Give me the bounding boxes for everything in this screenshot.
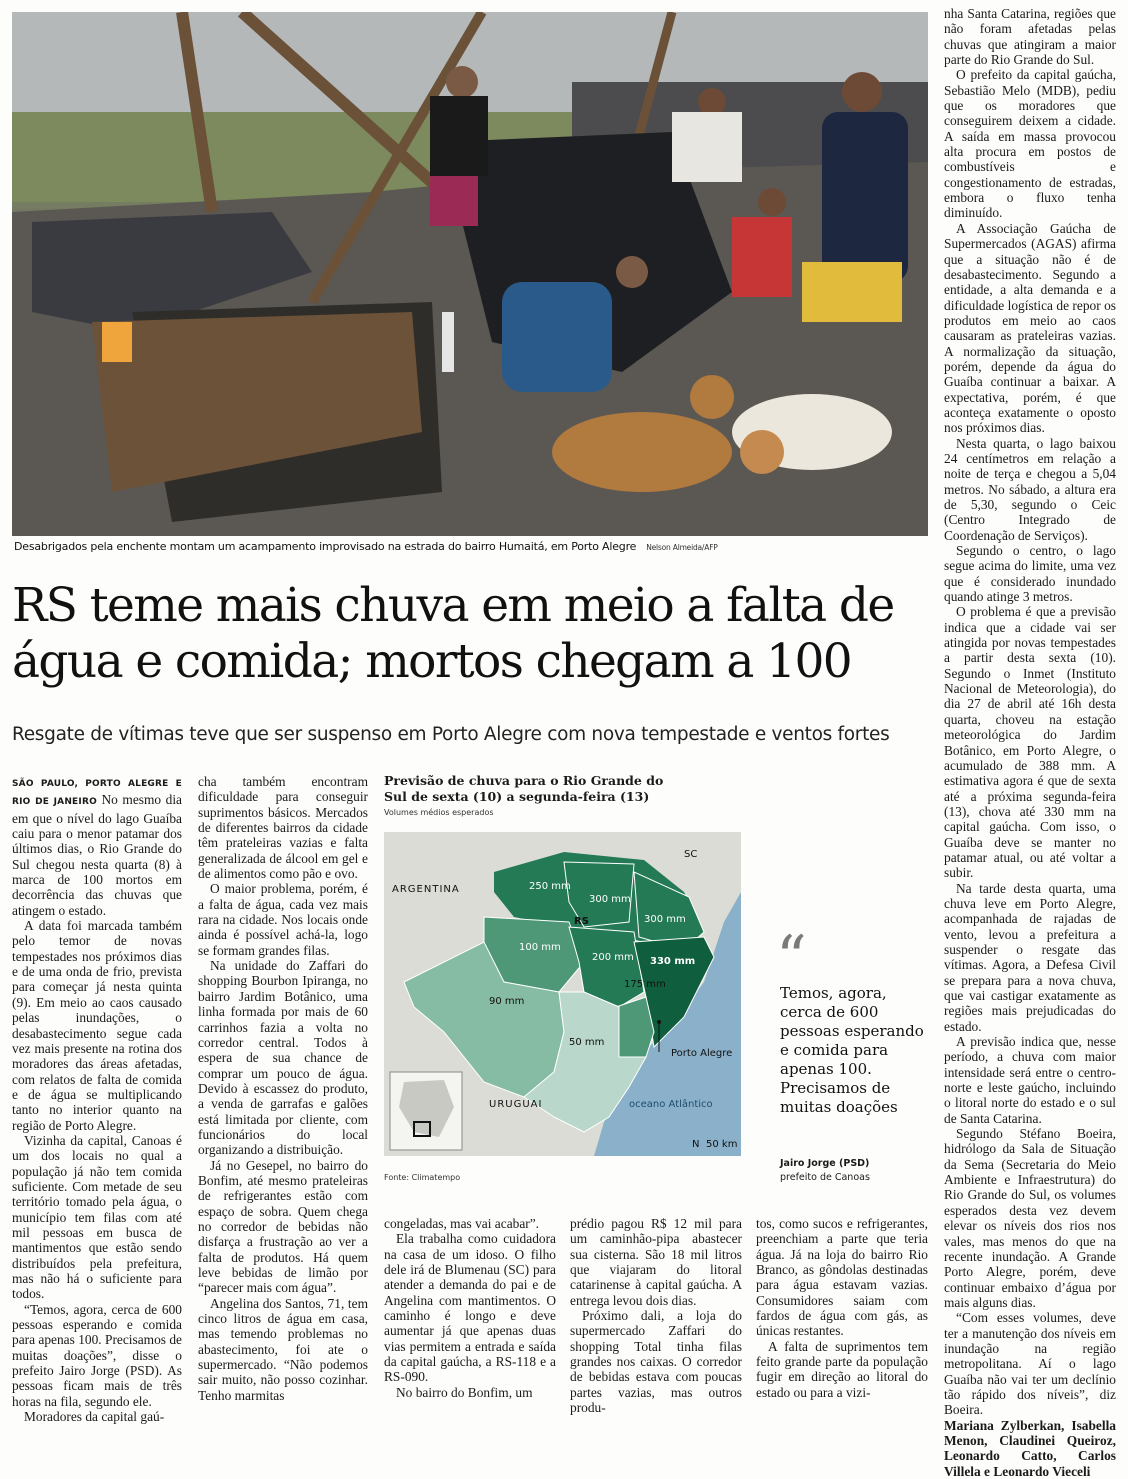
photo-illustration xyxy=(12,12,928,536)
news-photo xyxy=(12,12,928,536)
label-argentina: ARGENTINA xyxy=(392,884,460,895)
rain-forecast-map xyxy=(384,832,741,1156)
article-paragraph: Nesta quarta, o lago baixou 24 centímetros em relação a noite de terça e chegou a 5,04 metros. No sábado, a altura era de 5,30, segundo o Ceic (Centro Integrado de Coordenação de Serviços). xyxy=(944,435,1116,543)
map-source: Fonte: Climatempo xyxy=(384,1173,461,1182)
article-paragraph: A previsão indica que, nesse período, a chuva com maior intensidade será entre o centro-norte e leste gaúcho, incluindo o litoral norte do estado e o sul de Santa Catarina. xyxy=(944,1034,1116,1126)
article-paragraph: Segundo Stéfano Boeira, hidrólogo da Sala de Situação da Sema (Secretaria do Meio Ambiente e Infraestrutura) do Rio Grande do Sul, os volumes esperados desta vez devem elevar os níveis dos rios nos vales, mas menos do que na recente inundação. A Grande Porto Alegre, porém, deve continuar embaixo d’água por mais alguns dias. xyxy=(944,1126,1116,1310)
article-paragraph: Na tarde desta quarta, uma chuva leve em Porto Alegre, acompanhada de rajadas de vento, levou a prefeitura a suspender o resgate das vítimas. Agora, a Defesa Civil se prepara para a nova chuva, que vai castigar exatamente as regiões mais prejudicadas do estado. xyxy=(944,880,1116,1034)
quote-author-role: prefeito de Canoas xyxy=(780,1172,870,1183)
article-paragraph xyxy=(12,774,182,918)
article-paragraph: A Associação Gaúcha de Supermercados (AGAS) afirma que a situação não é de desabastecimento. Segundo a entidade, a alta demanda e a dificuldade logística de repor os produtos em meio ao caos causaram as prateleiras vazias. A normalização da situação, porém, depende da água do Guaíba continuar a baixar. A expectativa, porém, é que aconteça exatamente o oposto nos próximos dias. xyxy=(944,220,1116,436)
article-column-3 xyxy=(384,1216,556,1400)
label-sc: SC xyxy=(684,849,698,860)
article-paragraph: Angelina dos Santos, 71, tem cinco litros de água em casa, mas temendo problemas no abastecimento, foi ate o supermercado. “Não podemos sair muito, não posso cozinhar. Tenho marmitas xyxy=(198,1295,368,1403)
article-column-1 xyxy=(12,774,182,1424)
map-title: Previsão de chuva para o Rio Grande do Sul de sexta (10) a segunda-feira (13) xyxy=(384,773,664,804)
zone-label: 100 mm xyxy=(519,942,561,953)
zone-label: 90 mm xyxy=(489,996,525,1007)
article-column-5 xyxy=(756,1216,928,1400)
zone-label: 300 mm xyxy=(644,914,686,925)
caption-text: Desabrigados pela enchente montam um acampamento improvisado na estrada do bairro Humaitá, em Porto Alegre xyxy=(14,540,637,553)
scale-bar: 50 km xyxy=(706,1139,738,1150)
photo-caption xyxy=(14,540,928,553)
map-subtitle: Volumes médios esperados xyxy=(384,808,494,817)
article-paragraph: Moradores da capital gaú- xyxy=(24,1409,165,1425)
article-paragraph: “Temos, agora, cerca de 600 pessoas esperando e comida para apenas 100. Precisamos de muitas doações”, disse o prefeito Jairo Jorge (PSD). As pessoas ficam mais de três horas na fila, segundo ele. xyxy=(12,1301,182,1409)
dateline: SÃO PAULO, PORTO ALEGRE E RIO DE JANEIRO xyxy=(12,779,182,808)
zone-label: 300 mm xyxy=(589,894,631,905)
map-graphic xyxy=(384,832,741,1156)
article-paragraph: O problema é que a previsão indica que a cidade vai ser atingida por novas tempestades a partir desta sexta (10). Segundo o Inmet (Instituto Nacional de Meteorologia), do dia 27 de abril até 16h desta quarta, choveu na estação meteorológica do Jardim Botânico, em Porto Alegre, o acumulado de 388 mm. A estimativa agora é que de sexta até a próxima segunda-feira (13), chova até 330 mm na capital gaúcha. Com isso, o Guaíba deve se manter no patamar atual, ou até voltar a subir. xyxy=(944,604,1116,881)
label-ocean: oceano Atlântico xyxy=(629,1099,713,1110)
headline-line-1: RS teme mais chuva em meio a falta de xyxy=(12,578,894,633)
article-paragraph: Ela trabalha como cuidadora na casa de um idoso. O filho dele irá de Blumenau (SC) para atender a demanda do pai e de Angelina com mantimentos. O caminho é longo e deve aumentar já que apenas duas vias permitem a entrada e saída da capital gaúcha, a RS-118 e a RS-090. xyxy=(384,1231,556,1385)
north-arrow: N xyxy=(692,1139,700,1150)
paragraph-text: No mesmo dia em que o nível do lago Guaíba caiu para o menor patamar dos últimos dias, o Rio Grande do Sul chegou nesta quarta (8) à marca de 100 mortos em decorrência das chuvas que atingem o estado. xyxy=(12,792,183,918)
headline-line-2: água e comida; mortos chegam a 100 xyxy=(12,634,852,689)
article-paragraph: Vizinha da capital, Canoas é um dos locais no qual a população já não tem comida suficiente. Com metade de seu território tomado pela água, o município tem filas com até mil pessoas em busca de mantimentos que estão sendo distribuídos pela prefeitura, mas não há o suficiente para todos. xyxy=(12,1132,182,1302)
zone-175 xyxy=(616,997,654,1057)
article-column-right xyxy=(944,6,1116,1479)
photo-credit: Nelson Almeida/AFP xyxy=(646,543,718,552)
article-paragraph: O prefeito da capital gaúcha, Sebastião Melo (MDB), pediu que os moradores que conseguirem deixem a cidade. A saída em massa provocou alta procura em postos de combustíveis e congestionamento de estradas, embora o fluxo tenha diminuído. xyxy=(944,67,1116,221)
article-paragraph: No bairro do Bonfim, um xyxy=(396,1384,533,1400)
subheadline: Resgate de vítimas teve que ser suspenso em Porto Alegre com nova tempestade e ventos fortes xyxy=(12,724,890,745)
quote-author: Jairo Jorge (PSD) xyxy=(780,1158,870,1169)
article-paragraph: A data foi marcada também pelo temor de novas tempestades nos próximos dias e de uma onda de frio, prevista para começar já nesta quinta (9). Em meio ao caos causado pelas inundações, o desabastecimento segue cada vez mais presente na rotina dos moradores das áreas afetadas, com relatos de falta de comida e de água se multiplicando tanto no interior quanto na região de Porto Alegre. xyxy=(12,918,182,1133)
article-paragraph: tos, como sucos e refrigerantes, preenchiam a parte que teria água. Já na loja do bairro Rio Branco, as gôndolas destinadas para água estavam vazias. Consumidores saiam com fardos de água com gás, as únicas restantes. xyxy=(756,1216,928,1339)
article-paragraph: Já no Gesepel, no bairro do Bonfim, até mesmo prateleiras de refrigerantes estão com espaço de sobra. Quem chega no corredor de bebidas não disfarça a frustração ao ver a falta de produtos. Há quem leve bebidas de limão por “parecer mais com água”. xyxy=(198,1157,368,1296)
article-paragraph: Na unidade do Zaffari do shopping Bourbon Ipiranga, no bairro Jardim Botânico, uma linha formada por mais de 60 carrinhos fazia a volta no corredor central. Todos à espera de sua chance de comprar um pouco de água. Devido à escassez do produto, a venda de garrafas e galões está limitada por cliente, com funcionários do local organizando a distribuição. xyxy=(198,958,368,1158)
pull-quote: Temos, agora, cerca de 600 pessoas esperando e comida para apenas 100. Precisamos de muitas doações xyxy=(780,984,924,1116)
label-rs: RS xyxy=(574,916,589,927)
zone-label: 250 mm xyxy=(529,881,571,892)
article-paragraph: congeladas, mas vai acabar”. xyxy=(384,1216,540,1231)
article-paragraph: Segundo o centro, o lago segue acima do limite, uma vez que é considerado inundado quando atinge 3 metros. xyxy=(944,543,1116,605)
quote-mark-icon: “ xyxy=(776,923,807,993)
article-paragraph: prédio pagou R$ 12 mil para um caminhão-pipa abastecer sua cisterna. São 18 mil litros que viajaram do litoral catarinense à capital gaúcha. A entrega levou dois dias. xyxy=(570,1216,742,1308)
zone-label: 200 mm xyxy=(592,952,634,963)
label-uruguai: URUGUAI xyxy=(489,1099,543,1110)
article-paragraph: nha Santa Catarina, regiões que não foram afetadas pelas chuvas que atingiram a maior parte do Rio Grande do Sul. xyxy=(944,6,1116,68)
article-paragraph: cha também encontram dificuldade para conseguir suprimentos básicos. Mercados de diferentes bairros da cidade têm prateleiras vazias e falta generalizada de álcool em gel e de alimentos como pão e ovo. xyxy=(198,774,368,882)
zone-label: 175 mm xyxy=(624,979,666,990)
zone-label: 50 mm xyxy=(569,1037,605,1048)
label-porto-alegre: Porto Alegre xyxy=(671,1048,733,1059)
article-paragraph: “Com esses volumes, deve ter a manutenção dos níveis em inundação na região metropolitana. Aí o lago Guaíba não vai ter um declínio tão rápido dos níveis”, diz Boeira. xyxy=(944,1310,1116,1418)
article-column-2 xyxy=(198,774,368,1403)
headline xyxy=(12,578,932,690)
article-paragraph: Próximo dali, a loja do supermercado Zaffari do shopping Total tinha filas grandes nos caixas. O corredor de bebidas estava com poucas partes vazias, mas outros produ- xyxy=(570,1308,742,1416)
zone-label: 330 mm xyxy=(650,956,696,967)
article-authors: Mariana Zylberkan, Isabella Menon, Claudinei Queiroz, Leonardo Catto, Carlos Villela e Leonardo Vieceli xyxy=(944,1417,1116,1479)
article-paragraph: A falta de suprimentos tem feito grande parte da população fugir em direção ao litoral do estado ou para a vizi- xyxy=(756,1338,928,1400)
article-column-4 xyxy=(570,1216,742,1415)
article-paragraph: O maior problema, porém, é a falta de água, cada vez mais rara na cidade. Nos locais onde ainda é possível achá-la, logo se formam grandes filas. xyxy=(198,881,368,958)
